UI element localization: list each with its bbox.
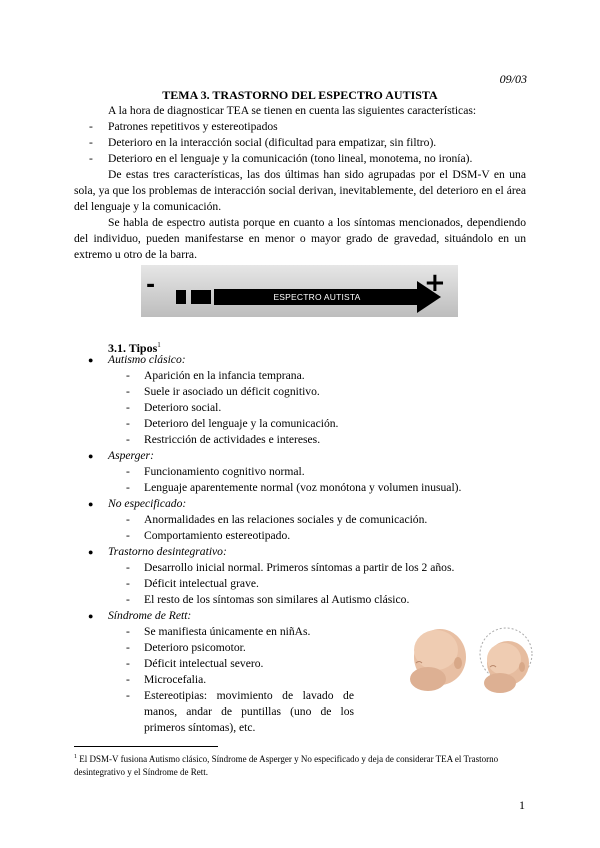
characteristic-item: - Deterioro en la interacción social (dificultad para empatizar, sin filtro).	[74, 135, 526, 151]
page-number: 1	[519, 798, 525, 812]
type-item: - Deterioro psicomotor.	[74, 640, 526, 656]
type-name: ● Síndrome de Rett:	[74, 608, 526, 624]
section-title-text: 3.1. Tipos	[108, 341, 158, 355]
type-item: - Aparición en la infancia temprana.	[74, 368, 526, 384]
baby-head-left	[410, 629, 466, 691]
footnote-text: El DSM-V fusiona Autismo clásico, Síndrome de Asperger y No especificado y deja de considerar TEA el Trastorno desintegrativo y el Síndrome de Rett.	[74, 754, 499, 777]
type-item: - El resto de los síntomas son similares al Autismo clásico.	[74, 592, 526, 608]
plus-sign: +	[424, 268, 446, 298]
dsm-paragraph: De estas tres características, las dos últimas han sido agrupadas por el DSM-V en una sola, ya que los problemas de interacción social derivan, inevitablemente, del deterioro en el área del lenguaje y la comunicación.	[74, 168, 526, 213]
spectrum-paragraph: Se habla de espectro autista porque en cuanto a los síntomas mencionados, dependiendo del individuo, pueden manifestarse en menor o mayor grado de gravedad, situándolo en un extremo u otro de la barra.	[74, 216, 526, 261]
type-asperger	[74, 448, 526, 496]
type-item: - Déficit intelectual severo.	[74, 656, 526, 672]
type-item: - Restricción de actividades e intereses.	[74, 432, 526, 448]
spectrum-label: ESPECTRO AUTISTA	[273, 292, 361, 302]
intro-block	[74, 103, 526, 263]
date-header: 09/03	[499, 72, 527, 86]
footnote-marker: 1	[157, 341, 161, 349]
minus-sign: -	[146, 273, 156, 298]
spectrum-square	[191, 290, 201, 304]
footnote-mark: 1	[74, 754, 77, 760]
type-trastorno-desintegrativo	[74, 544, 526, 608]
footnote	[74, 751, 526, 779]
characteristic-item: - Patrones repetitivos y estereotipados	[74, 119, 526, 135]
type-name: ● Autismo clásico:	[74, 352, 526, 368]
type-item: - Microcefalia.	[74, 672, 526, 688]
type-item: - Comportamiento estereotipado.	[74, 528, 526, 544]
type-item: - Déficit intelectual grave.	[74, 576, 526, 592]
baby-head-right	[480, 628, 532, 693]
type-item: - Deterioro social.	[74, 400, 526, 416]
type-item: - Se manifiesta únicamente en niñAs.	[74, 624, 526, 640]
type-item: - Anormalidades en las relaciones sociales y de comunicación.	[74, 512, 526, 528]
type-item: - Suele ir asociado un déficit cognitivo.	[74, 384, 526, 400]
characteristics-list	[74, 119, 526, 167]
footnote-divider	[74, 746, 218, 747]
spectrum-square	[201, 290, 211, 304]
type-item: - Estereotipias: movimiento de lavado de manos, andar de puntillas (uno de los primeros síntomas), etc.	[74, 688, 354, 736]
type-name: ● Asperger:	[74, 448, 526, 464]
spectrum-square	[176, 290, 186, 304]
microcephaly-illustration	[406, 623, 538, 697]
type-item: - Lenguaje aparentemente normal (voz monótona y volumen inusual).	[74, 480, 526, 496]
intro-text: A la hora de diagnosticar TEA se tienen en cuenta las siguientes características:	[108, 104, 477, 117]
type-item: - Desarrollo inicial normal. Primeros síntomas a partir de los 2 años.	[74, 560, 526, 576]
spectrum-bar-image	[141, 265, 458, 317]
document-title: TEMA 3. TRASTORNO DEL ESPECTRO AUTISTA	[162, 88, 438, 102]
type-no-especificado	[74, 496, 526, 544]
type-item: - Funcionamiento cognitivo normal.	[74, 464, 526, 480]
type-name: ● No especificado:	[74, 496, 526, 512]
type-autismo-clasico	[74, 352, 526, 448]
type-name: ● Trastorno desintegrativo:	[74, 544, 526, 560]
characteristic-item: - Deterioro en el lenguaje y la comunicación (tono lineal, monotema, no ironía).	[74, 151, 526, 167]
type-item: - Deterioro del lenguaje y la comunicación.	[74, 416, 526, 432]
